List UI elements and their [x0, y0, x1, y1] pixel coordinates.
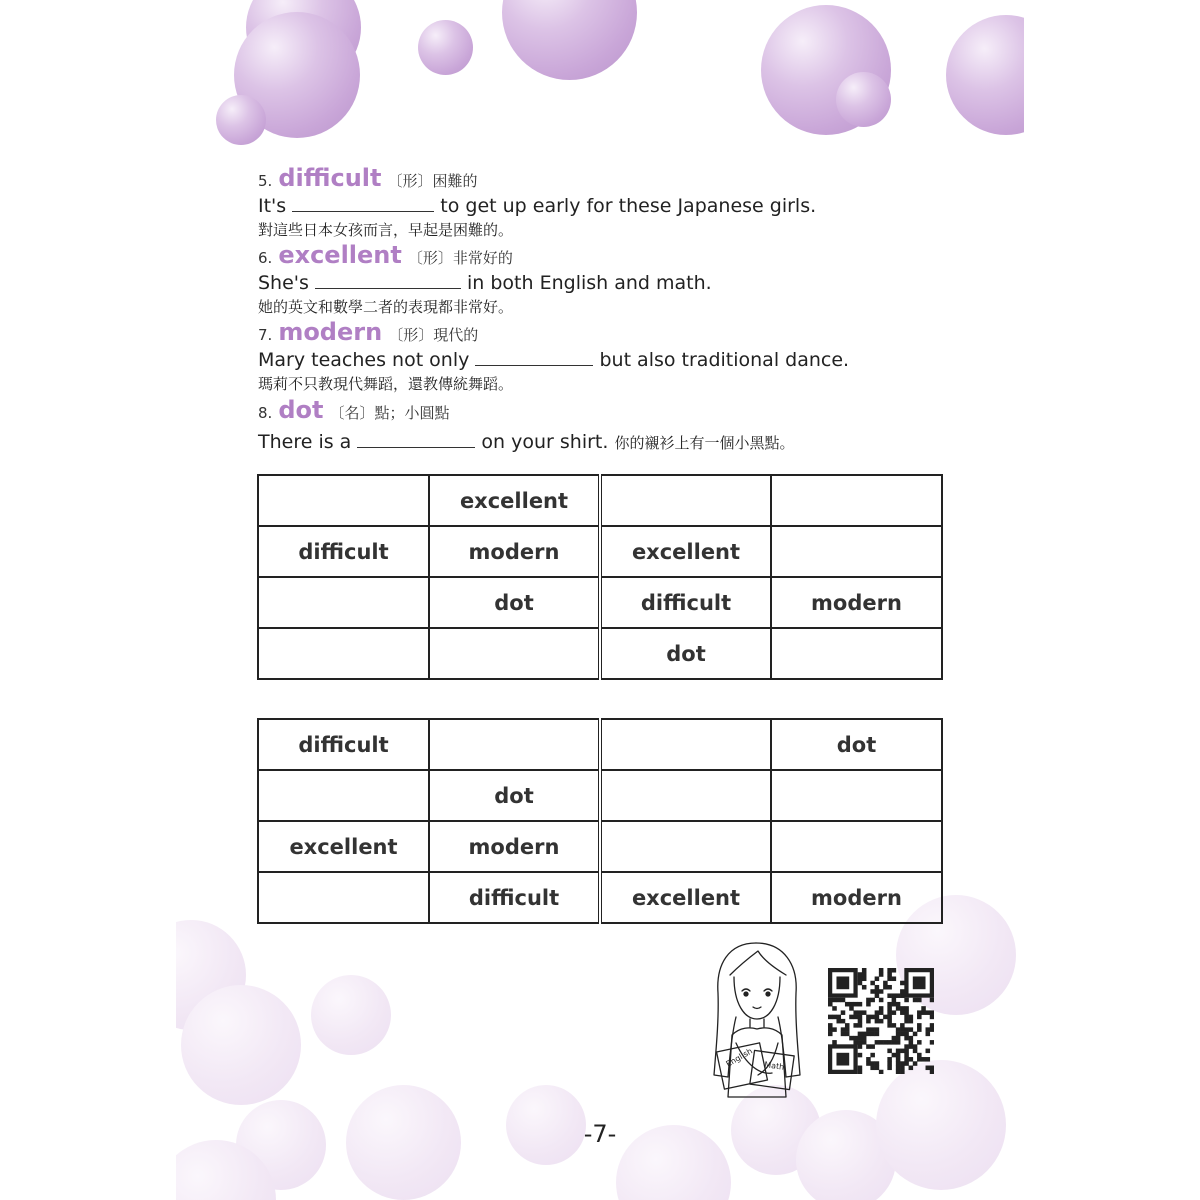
grid-row — [258, 872, 942, 923]
grid-cell[interactable]: modern — [429, 821, 600, 872]
sentence-translation: 瑪莉不只教現代舞蹈，還教傳統舞蹈。 — [258, 375, 514, 393]
girl-illustration — [706, 935, 806, 1100]
grid-cell[interactable] — [600, 719, 771, 770]
answer-blank[interactable] — [292, 210, 434, 212]
answer-blank[interactable] — [475, 364, 593, 366]
grid-row — [258, 628, 942, 679]
grid-cell[interactable]: difficult — [258, 719, 429, 770]
grid-row — [258, 821, 942, 872]
entry-word: difficult — [278, 164, 382, 192]
grid-row — [258, 526, 942, 577]
sentence-translation: 你的襯衫上有一個小黑點。 — [614, 434, 795, 452]
grid-cell[interactable]: excellent — [600, 526, 771, 577]
grid-row — [258, 577, 942, 628]
vocab-entry-heading — [258, 318, 478, 346]
vocab-entry-heading — [258, 241, 513, 269]
entry-number: 7. — [258, 326, 273, 344]
grid-cell[interactable] — [429, 719, 600, 770]
entry-word: modern — [278, 318, 383, 346]
entry-number: 6. — [258, 249, 273, 267]
grid-cell[interactable] — [258, 628, 429, 679]
decor-bubble — [418, 20, 473, 75]
sentence-start: She's — [258, 272, 309, 294]
entry-number: 5. — [258, 172, 273, 190]
grid-cell[interactable] — [600, 475, 771, 526]
sentence-end: in both English and math. — [467, 272, 712, 294]
sentence-translation: 對這些日本女孩而言，早起是困難的。 — [258, 221, 514, 239]
grid-cell[interactable]: dot — [429, 770, 600, 821]
example-sentence — [258, 431, 794, 453]
word-grid-2 — [257, 718, 943, 924]
sentence-start: It's — [258, 195, 287, 217]
grid-cell[interactable] — [771, 475, 942, 526]
page-number: -7- — [583, 1120, 617, 1148]
grid-cell[interactable]: dot — [600, 628, 771, 679]
sentence-end: to get up early for these Japanese girls. — [440, 195, 817, 217]
grid-cell[interactable]: modern — [429, 526, 600, 577]
grid-cell[interactable]: excellent — [429, 475, 600, 526]
example-sentence — [258, 349, 849, 371]
grid-row — [258, 770, 942, 821]
grid-cell[interactable] — [771, 526, 942, 577]
grid-cell[interactable] — [771, 628, 942, 679]
entry-part-of-speech: 〔形〕困難的 — [387, 172, 478, 190]
grid-cell[interactable]: dot — [429, 577, 600, 628]
entry-part-of-speech: 〔形〕現代的 — [388, 326, 479, 344]
sentence-start: Mary teaches not only — [258, 349, 470, 371]
grid-cell[interactable]: modern — [771, 577, 942, 628]
answer-blank[interactable] — [315, 287, 461, 289]
entry-part-of-speech: 〔名〕點；小圓點 — [329, 404, 450, 422]
grid-cell[interactable] — [771, 770, 942, 821]
grid-row — [258, 475, 942, 526]
entry-word: excellent — [278, 241, 402, 269]
decor-bubble — [311, 975, 391, 1055]
qr-code-icon[interactable] — [828, 968, 934, 1074]
grid-cell[interactable]: difficult — [429, 872, 600, 923]
grid-cell[interactable]: modern — [771, 872, 942, 923]
grid-cell[interactable] — [600, 770, 771, 821]
grid-cell[interactable] — [429, 628, 600, 679]
grid-cell[interactable] — [258, 872, 429, 923]
grid-cell[interactable] — [600, 821, 771, 872]
grid-cell[interactable] — [258, 577, 429, 628]
example-sentence — [258, 272, 712, 294]
vocab-entry-heading — [258, 164, 478, 192]
sentence-start: There is a — [258, 431, 352, 453]
decor-bubble — [836, 72, 891, 127]
book-label: English — [724, 1046, 755, 1069]
grid-cell[interactable]: difficult — [600, 577, 771, 628]
grid-cell[interactable]: excellent — [600, 872, 771, 923]
grid-cell[interactable] — [771, 821, 942, 872]
grid-cell[interactable] — [258, 475, 429, 526]
sentence-end: on your shirt. — [481, 431, 609, 453]
grid-row — [258, 719, 942, 770]
entry-number: 8. — [258, 404, 273, 422]
grid-cell[interactable]: difficult — [258, 526, 429, 577]
entry-word: dot — [278, 396, 324, 424]
decor-bubble — [181, 985, 301, 1105]
vocab-entry-heading — [258, 396, 449, 424]
decor-bubble — [502, 0, 637, 80]
decor-bubble — [946, 15, 1024, 135]
sentence-translation: 她的英文和數學二者的表現都非常好。 — [258, 298, 514, 316]
answer-blank[interactable] — [357, 446, 475, 448]
sentence-end: but also traditional dance. — [599, 349, 850, 371]
grid-cell[interactable] — [258, 770, 429, 821]
entry-part-of-speech: 〔形〕非常好的 — [407, 249, 513, 267]
book-label: Math — [763, 1060, 785, 1072]
grid-cell[interactable]: dot — [771, 719, 942, 770]
decor-bubble — [216, 95, 266, 145]
example-sentence — [258, 195, 816, 217]
word-grid-1 — [257, 474, 943, 680]
grid-cell[interactable]: excellent — [258, 821, 429, 872]
